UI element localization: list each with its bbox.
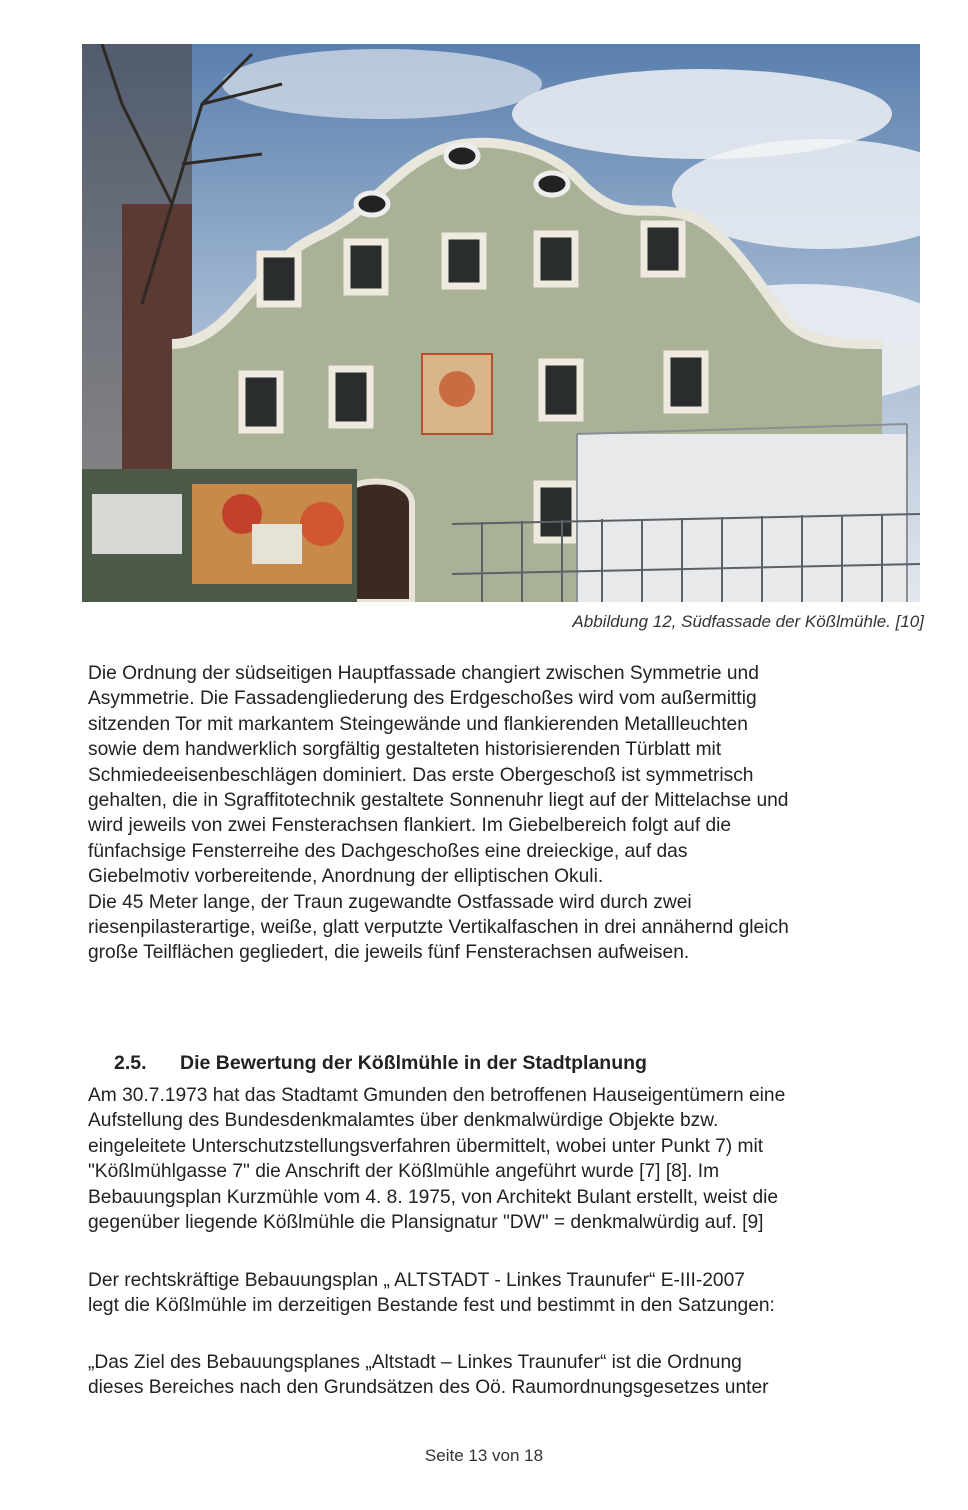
text-line: dieses Bereiches nach den Grundsätzen des Oö. Raumordnungsgesetzes unter (88, 1377, 769, 1399)
text-line: Aufstellung des Bundesdenkmalamtes über denkmalwürdige Objekte bzw. (88, 1110, 719, 1132)
text-line: wird jeweils von zwei Fensterachsen flankiert. Im Giebelbereich folgt auf die (88, 815, 732, 837)
koesslmuehle-facade-illustration (82, 44, 920, 602)
text-line: Die 45 Meter lange, der Traun zugewandte Ostfassade wird durch zwei (88, 891, 692, 913)
text-line: Die Ordnung der südseitigen Hauptfassade changiert zwischen Symmetrie und (88, 663, 759, 684)
figure-caption: Abbildung 12, Südfassade der Kößlmühle. [10] (572, 612, 924, 631)
text-line: sowie dem handwerklich sorgfältig gestalteten historisierenden Türblatt mit (88, 739, 722, 761)
section-heading (114, 1052, 647, 1075)
text-line: Der rechtskräftige Bebauungsplan „ ALTSTADT - Linkes Traunufer“ E-III-2007 (88, 1270, 745, 1291)
text-line: Giebelmotiv vorbereitende, Anordnung der elliptischen Okuli. (88, 866, 604, 888)
text-line: gehalten, die in Sgraffitotechnik gestaltete Sonnenuhr liegt auf der Mittelachse und (88, 790, 789, 812)
paragraph-quote (88, 1350, 928, 1401)
text-line: gegenüber liegende Kößlmühle die Plansignatur "DW" = denkmalwürdig auf. [9] (88, 1212, 764, 1234)
paragraph-city-planning (88, 1083, 928, 1235)
page-number: Seite 13 von 18 (424, 1446, 544, 1465)
section-title: Die Bewertung der Kößlmühle in der Stadtplanung (180, 1052, 647, 1074)
building-photo (82, 44, 920, 602)
paragraph-development-plan (88, 1268, 928, 1319)
text-line: „Das Ziel des Bebauungsplanes „Altstadt – Linkes Traunufer“ ist die Ordnung (88, 1352, 742, 1373)
text-line: sitzenden Tor mit markantem Steingewände und flankierenden Metallleuchten (88, 713, 748, 735)
text-line: Asymmetrie. Die Fassadengliederung des Erdgeschoßes wird vom außermittig (88, 688, 757, 710)
text-line: "Kößlmühlgasse 7" die Anschrift der Kößlmühle angeführt wurde [7] [8]. Im (88, 1161, 720, 1183)
paragraph-south-facade (88, 661, 928, 966)
text-line: eingeleitete Unterschutzstellungsverfahren übermittelt, wobei unter Punkt 7) mit (88, 1135, 764, 1157)
text-line: Schmiedeeisenbeschlägen dominiert. Das erste Obergeschoß ist symmetrisch (88, 764, 754, 786)
section-number: 2.5. (114, 1052, 147, 1074)
text-line: Am 30.7.1973 hat das Stadtamt Gmunden den betroffenen Hauseigentümern eine (88, 1085, 786, 1106)
text-line: große Teilflächen gegliedert, die jeweils fünf Fensterachsen aufweisen. (88, 942, 690, 964)
text-line: Bebauungsplan Kurzmühle vom 4. 8. 1975, von Architekt Bulant erstellt, weist die (88, 1186, 779, 1208)
text-line: fünfachsige Fensterreihe des Dachgeschoßes eine dreieckige, auf das (88, 840, 688, 862)
text-line: riesenpilasterartige, weiße, glatt verputzte Vertikalfaschen in drei annähernd gleich (88, 917, 789, 939)
text-line: legt die Kößlmühle im derzeitigen Bestande fest und bestimmt in den Satzungen: (88, 1295, 775, 1317)
